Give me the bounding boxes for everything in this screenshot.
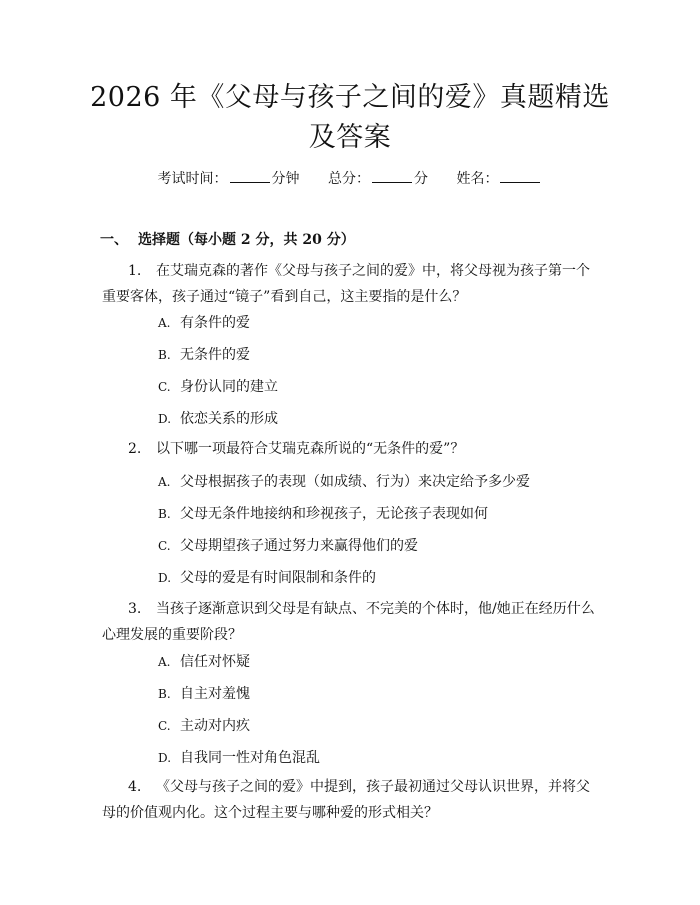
- question-2-option-a: [158, 472, 530, 492]
- question-1-option-a: [158, 313, 250, 333]
- question-2-option-c: [158, 536, 418, 556]
- question-3-option-a: [158, 652, 250, 672]
- question-3-option-b: [158, 684, 250, 704]
- total-score-label: 总分：: [328, 171, 370, 187]
- question-3-option-c: [158, 716, 250, 736]
- exam-time-blank: [230, 168, 270, 183]
- option-letter: C.: [158, 539, 171, 553]
- option-text: 信任对怀疑: [180, 654, 250, 670]
- question-text: 以下哪一项最符合艾瑞克森所说的“无条件的爱”？: [156, 441, 465, 457]
- option-letter: A.: [158, 655, 171, 669]
- total-score-unit: 分: [414, 171, 428, 187]
- section-number: 一、: [100, 232, 128, 248]
- option-text: 身份认同的建立: [180, 379, 278, 395]
- option-text: 父母的爱是有时间限制和条件的: [180, 570, 376, 586]
- option-text: 依恋关系的形成: [180, 411, 278, 427]
- total-score-blank: [372, 168, 412, 183]
- option-letter: D.: [158, 751, 172, 765]
- question-2-option-d: [158, 568, 376, 588]
- question-4: [102, 774, 602, 826]
- option-letter: C.: [158, 719, 171, 733]
- exam-time-field: [158, 168, 300, 189]
- question-2: [102, 436, 602, 462]
- document-title: 2026 年《父母与孩子之间的爱》真题精选及答案: [90, 82, 610, 153]
- option-letter: B.: [158, 507, 171, 521]
- question-1-option-d: [158, 409, 278, 429]
- exam-info-line: [0, 168, 700, 189]
- option-text: 父母期望孩子通过努力来赢得他们的爱: [180, 538, 418, 554]
- exam-time-unit: 分钟: [271, 171, 300, 187]
- option-text: 无条件的爱: [180, 347, 250, 363]
- option-text: 有条件的爱: [180, 315, 250, 331]
- question-3-option-d: [158, 748, 320, 768]
- option-text: 主动对内疚: [180, 718, 250, 734]
- question-number: 4.: [128, 779, 142, 795]
- total-score-field: [328, 168, 428, 189]
- section-heading: [100, 230, 355, 250]
- student-name-label: 姓名：: [456, 171, 499, 187]
- option-text: 自我同一性对角色混乱: [180, 750, 320, 766]
- option-letter: A.: [158, 475, 171, 489]
- question-number: 3.: [128, 601, 142, 617]
- option-letter: D.: [158, 571, 172, 585]
- question-1-option-c: [158, 377, 278, 397]
- option-letter: A.: [158, 316, 171, 330]
- question-2-option-b: [158, 504, 488, 524]
- question-text: 当孩子逐渐意识到父母是有缺点、不完美的个体时，他/她正在经历什么心理发展的重要阶段？: [102, 601, 595, 643]
- student-name-field: [456, 168, 542, 189]
- option-text: 自主对羞愧: [180, 686, 250, 702]
- question-3: [102, 596, 602, 648]
- question-text: 《父母与孩子之间的爱》中提到，孩子最初通过父母认识世界，并将父母的价值观内化。这个过程主要与哪种爱的形式相关？: [102, 779, 590, 821]
- student-name-blank: [500, 168, 540, 183]
- option-letter: D.: [158, 412, 172, 426]
- question-number: 1.: [128, 263, 142, 279]
- question-1-option-b: [158, 345, 250, 365]
- option-letter: B.: [158, 687, 171, 701]
- question-1: [102, 258, 602, 310]
- exam-time-label: 考试时间：: [157, 171, 228, 187]
- question-text: 在艾瑞克森的著作《父母与孩子之间的爱》中，将父母视为孩子第一个重要客体，孩子通过“镜子”看到自己，这主要指的是什么？: [102, 263, 590, 305]
- option-letter: C.: [158, 380, 171, 394]
- section-title: 选择题（每小题 2 分，共 20 分）: [138, 232, 355, 248]
- question-number: 2.: [128, 441, 142, 457]
- option-text: 父母根据孩子的表现（如成绩、行为）来决定给予多少爱: [180, 474, 530, 490]
- option-text: 父母无条件地接纳和珍视孩子，无论孩子表现如何: [180, 506, 488, 522]
- option-letter: B.: [158, 348, 171, 362]
